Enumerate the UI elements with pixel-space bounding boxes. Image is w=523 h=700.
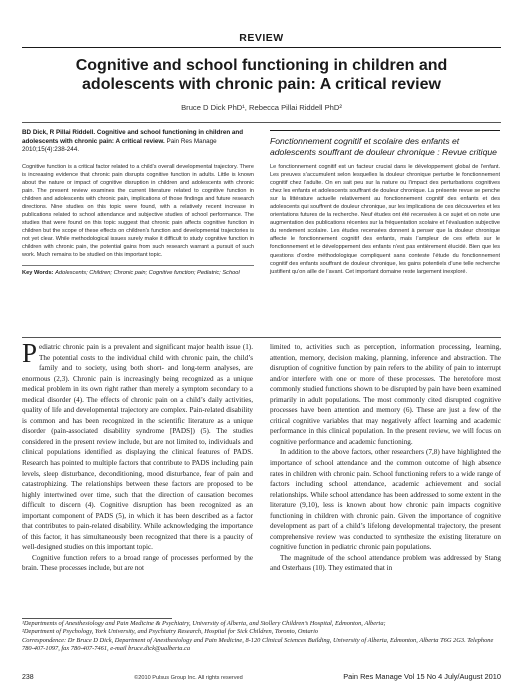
abstract-text: Cognitive function is a critical factor related to a child’s overall developmental trajectory. There is increasing evidence that chronic pain disrupts cognitive function in adults. Little is known about the nature or impact of cognitive disruption in children and adolescents with chronic pain. The present review examines the current literature related to cognitive function in children and adolescents with chronic pain, implications of those findings and future research directions. Nine studies on this topic were found, with a relatively recent increase in publications related to school attendance and subjective studies of school performance. The studies that were found on this topic suggest that chronic pain affects cognitive function in children but the scope of these effects on children’s function and developmental trajectories is not yet clear. While methodological issues surely make it difficult to study cognitive function in children with chronic pain, the potential gains from such research warrant a pursuit of such work. Much remains to be studied on this important topic. (22, 163, 254, 259)
keywords-label: Key Words: (22, 270, 54, 277)
copyright: ©2010 Pulsus Group Inc. All rights reserved (134, 675, 243, 681)
body-paragraph-text: ediatric chronic pain is a prevalent and significant major health issue (1). The potential costs to the individual child with chronic pain, the child’s family and to society, using both short- and long-term analyses, are enormous (2,3). Chronic pain is increasingly being recognized as a unique medical problem in its own right rather than merely a symptom secondary to a medical disorder (4). The effects of chronic pain on a child’s daily activities, quality of life and developmental trajectory are complex. Pain-related disability is common and has been recognized in the scientific literature as a unique disorder (pain-associated disability syndrome [PADS]) (5). The studies considered in the present review include, but are not limited to, individuals and clinical populations identified as displaying the clinical features of PADS. Research has pointed to multiple factors that contribute to PADS including pain levels, sleep disturbance, deconditioning, mood disturbance, fear of pain and catastrophizing. The relationships between these factors are proposed to be highly intertwined over time, such that the direction of causation becomes difficult to discern (4). Cognitive disruption has been recognized as an important component of PADS (5), in which it has been described as a factor that contributes to pain-related disability. While acknowledging the importance of this factor, it has simultaneously been recognized that there is a paucity of well-designed studies on this important topic. (22, 343, 253, 552)
keywords-divider (22, 265, 254, 266)
citation-authors: BD Dick, R Pillai Riddell. (22, 129, 96, 136)
footnotes (22, 620, 501, 654)
journal-reference: Pain Res Manage Vol 15 No 4 July/August 2010 (343, 672, 501, 681)
body-paragraph: limited to, activities such as perception, information processing, learning, attention, memory, decision making, planning, inference and abstraction. The disruption of cognitive function by pain refers to the ability of pain to interrupt and/or interfere with one or more of these processes. The heretofore most commonly studied functions shown to be disrupted by pain have been examined primarily in adult populations. The most commonly cited disrupted cognitive processes have been attention and memory (6). These are just a few of the critical cognitive variables that may negatively affect learning and academic performance in this clinical population. In the present review, we will focus on cognitive performance and academic functioning. (270, 343, 501, 446)
abstract-french (270, 129, 500, 276)
title-divider (22, 122, 501, 123)
footnote-correspondence: Correspondence: Dr Bruce D Dick, Department of Anesthesiology and Pain Medicine, 8-120 Clinical Sciences Building, University of Alberta, Edmonton, Alberta T6G 2G3. Telephone 780-407-1097, fax 780-407-7461, e-mail bruce.dick@ualberta.ca (22, 636, 494, 653)
citation-reference: Pain Res Manage 2010;15(4):238-244. (22, 137, 217, 154)
section-label: REVIEW (239, 32, 284, 44)
article-authors: Bruce D Dick PhD¹, Rebecca Pillai Riddell PhD² (181, 103, 342, 112)
article-title: Cognitive and school functioning in children and adolescents with chronic pain: A critical review (75, 57, 448, 93)
body-paragraph (22, 338, 253, 553)
keywords-list: Adolescents; Children; Chronic pain; Cognitive function; Pediatric; School (55, 270, 240, 277)
french-abstract-rule (270, 130, 500, 131)
citation-title: Cognitive and school functioning in children and adolescents with chronic pain: A critical review. (22, 129, 244, 145)
drop-cap: P (22, 338, 38, 368)
french-abstract-title: Fonctionnement cognitif et scolaire des enfants et adolescents souffrant de douleur chronique : Revue critique (270, 136, 497, 157)
body-column-left (22, 338, 253, 574)
body-column-right (270, 342, 501, 574)
footnote-rule (22, 618, 172, 619)
page-number: 238 (22, 674, 34, 681)
french-abstract-text: Le fonctionnement cognitif est un facteur crucial dans le développement global de l’enfant. Les preuves s’accumulent selon lesquelles la douleur chronique perturbe le fonctionnement cognitif chez l’adulte. On en sait peu sur la nature ou l’impact des perturbations cognitives chez les enfants et adolescents souffrant de douleur chronique. La présente revue se penche sur la littérature actuelle relativement au fonctionnement cognitif des enfants et des adolescents qui souffrent de douleur chronique, sur les implications de ces découvertes et les orientations futures de la recherche. Neuf études ont été recensées à ce sujet et on note une augmentation des publications récentes sur la fréquentation scolaire et l’évaluation subjective du rendement scolaire. Les études recensées donnent à penser que la douleur chronique affecte le fonctionnement cognitif des enfants, mais l’ampleur de ces effets sur le fonctionnement et le développement des enfants n’est pas entièrement élucidé. Bien que les questions d’ordre méthodologique compliquent sans conteste l’étude du fonctionnement cognitif des enfants souffrant de douleur chronique, les gains potentiels d’une telle recherche justifient qu’on aille de l’avant. Cet important domaine reste largement inexploré. (270, 164, 500, 275)
page-footer (22, 672, 501, 681)
citation (22, 129, 254, 155)
body-paragraph: The magnitude of the school attendance problem was addressed by Stang and Osterhaus (10). They estimated that in (270, 553, 501, 573)
abstract-english (22, 129, 254, 277)
body-paragraph: Cognitive function refers to a broad range of processes performed by the brain. These processes include, but are not (22, 553, 253, 573)
body-paragraph: In addition to the above factors, other researchers (7,8) have highlighted the importance of school attendance and the common outcome of high absence rates in children with chronic pain. School functioning refers to a wide range of factors including school attendance, academic achievement and social relationships. While school attendance has been addressed to some extent in the literature (9,10), less is known about how chronic pain impacts cognitive functioning in children with chronic pain. Given the importance of cognitive development as part of a child’s lifelong developmental trajectory, the present comprehensive review was conducted to synthesize the existing literature on cognitive function in pediatric chronic pain populations. (270, 448, 501, 552)
footnote-affiliation-1: ¹Departments of Anesthesiology and Pain Medicine & Psychiatry, University of Alberta, and Stollery Children’s Hospital, Edmonton, Alberta; (22, 620, 386, 627)
body-divider (22, 337, 501, 338)
keywords (22, 269, 254, 277)
footnote-affiliation-2: ²Department of Psychology, York University, and Psychiatry Research, Hospital for Sick Children, Toronto, Ontario (22, 628, 319, 636)
header-rule (22, 47, 501, 48)
